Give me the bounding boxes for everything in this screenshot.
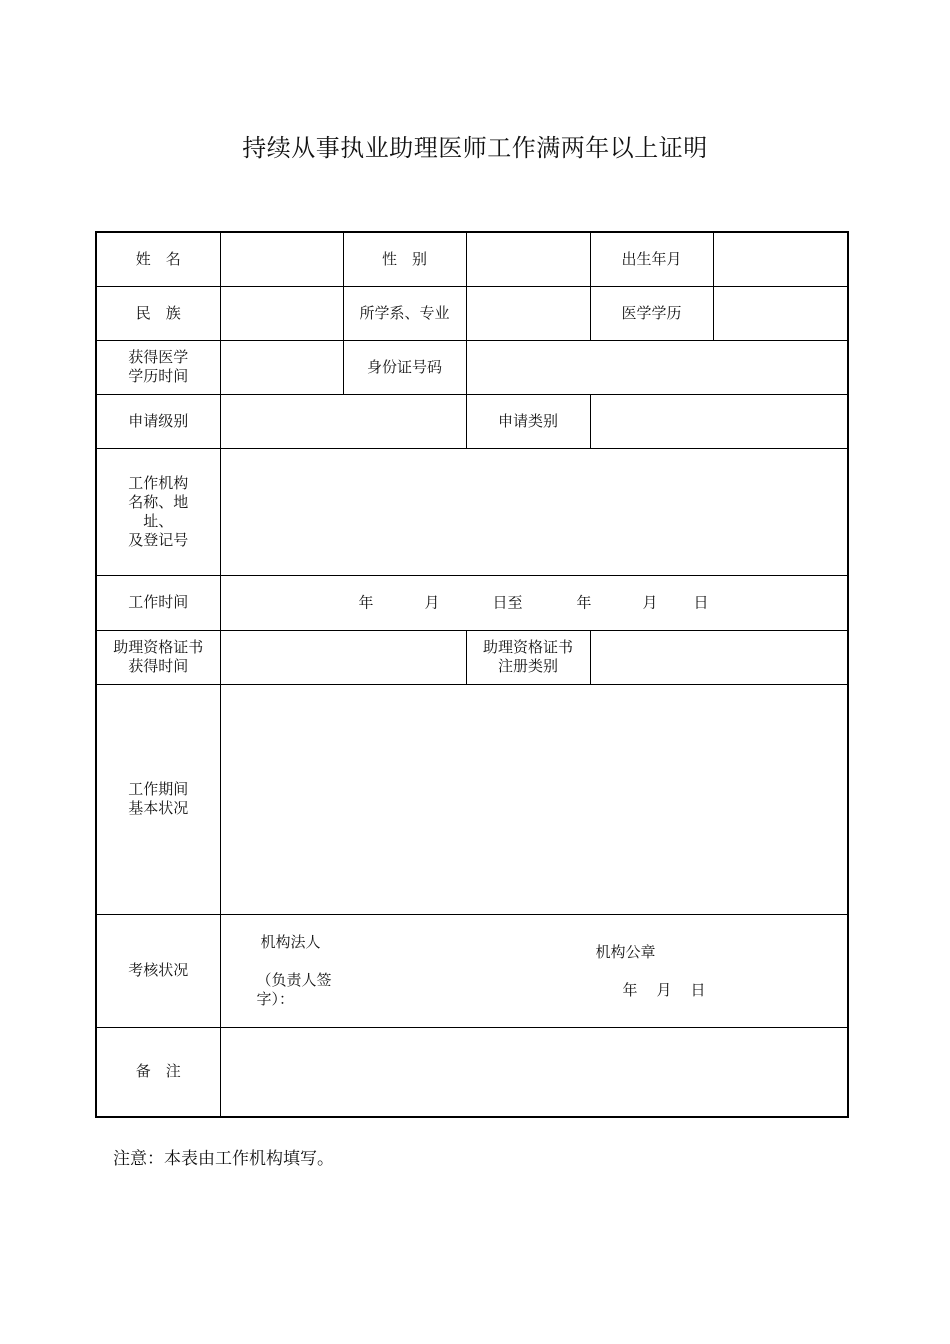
- certificate-form-table: [95, 231, 849, 1118]
- cert-time-field[interactable]: [220, 630, 466, 684]
- ethnic-field[interactable]: [220, 286, 343, 340]
- work-time-year-start: 年: [358, 593, 374, 611]
- legal-person-label: 机构法人: [260, 932, 321, 951]
- footnote: 注意：本表由工作机构填写。: [113, 1149, 334, 1169]
- table-row: [96, 575, 848, 630]
- table-row: [96, 914, 848, 1027]
- apply-level-field[interactable]: [220, 394, 466, 448]
- apply-type-label: 申请类别: [466, 394, 590, 448]
- school-major-field[interactable]: [466, 286, 590, 340]
- birth-label: 出生年月: [590, 232, 713, 286]
- assessment-label: 考核状况: [96, 914, 220, 1027]
- signer-label: （负责人签 字）：: [256, 970, 332, 1008]
- table-row: [96, 630, 848, 684]
- seal-date-year: 年: [622, 980, 638, 999]
- edu-time-field[interactable]: [220, 340, 343, 394]
- table-row: [96, 1027, 848, 1117]
- table-row: [96, 448, 848, 575]
- work-status-label: 工作期间 基本状况: [96, 684, 220, 914]
- cert-time-label: 助理资格证书 获得时间: [96, 630, 220, 684]
- institution-label: 工作机构 名称、地 址、 及登记号: [96, 448, 220, 575]
- cert-type-label: 助理资格证书 注册类别: [466, 630, 590, 684]
- remarks-label: 备 注: [96, 1027, 220, 1117]
- gender-field[interactable]: [466, 232, 590, 286]
- gender-label: 性 别: [343, 232, 466, 286]
- birth-field[interactable]: [713, 232, 848, 286]
- remarks-field[interactable]: [220, 1027, 848, 1117]
- institution-field[interactable]: [220, 448, 848, 575]
- school-major-label: 所学系、专业: [343, 286, 466, 340]
- seal-label: 机构公章: [595, 942, 656, 961]
- work-status-field[interactable]: [220, 684, 848, 914]
- table-row: [96, 394, 848, 448]
- edu-time-label: 获得医学 学历时间: [96, 340, 220, 394]
- table-row: [96, 286, 848, 340]
- name-field[interactable]: [220, 232, 343, 286]
- work-time-field[interactable]: [220, 575, 848, 630]
- apply-type-field[interactable]: [590, 394, 848, 448]
- id-number-field[interactable]: [466, 340, 848, 394]
- table-row: [96, 232, 848, 286]
- work-time-year-end: 年: [576, 593, 592, 611]
- name-label: 姓 名: [96, 232, 220, 286]
- cert-type-field[interactable]: [590, 630, 848, 684]
- ethnic-label: 民 族: [96, 286, 220, 340]
- seal-date-day: 日: [690, 980, 706, 999]
- seal-date-month: 月: [656, 980, 672, 999]
- id-number-label: 身份证号码: [343, 340, 466, 394]
- education-label: 医学学历: [590, 286, 713, 340]
- table-row: [96, 340, 848, 394]
- education-field[interactable]: [713, 286, 848, 340]
- work-time-month-start: 月: [424, 593, 440, 611]
- page-title: 持续从事执业助理医师工作满两年以上证明: [242, 134, 708, 162]
- apply-level-label: 申请级别: [96, 394, 220, 448]
- work-time-day-to: 日至: [492, 593, 523, 611]
- work-time-day-end: 日: [693, 593, 709, 611]
- assessment-field[interactable]: [220, 914, 848, 1027]
- table-row: [96, 684, 848, 914]
- work-time-label: 工作时间: [96, 575, 220, 630]
- work-time-month-end: 月: [642, 593, 658, 611]
